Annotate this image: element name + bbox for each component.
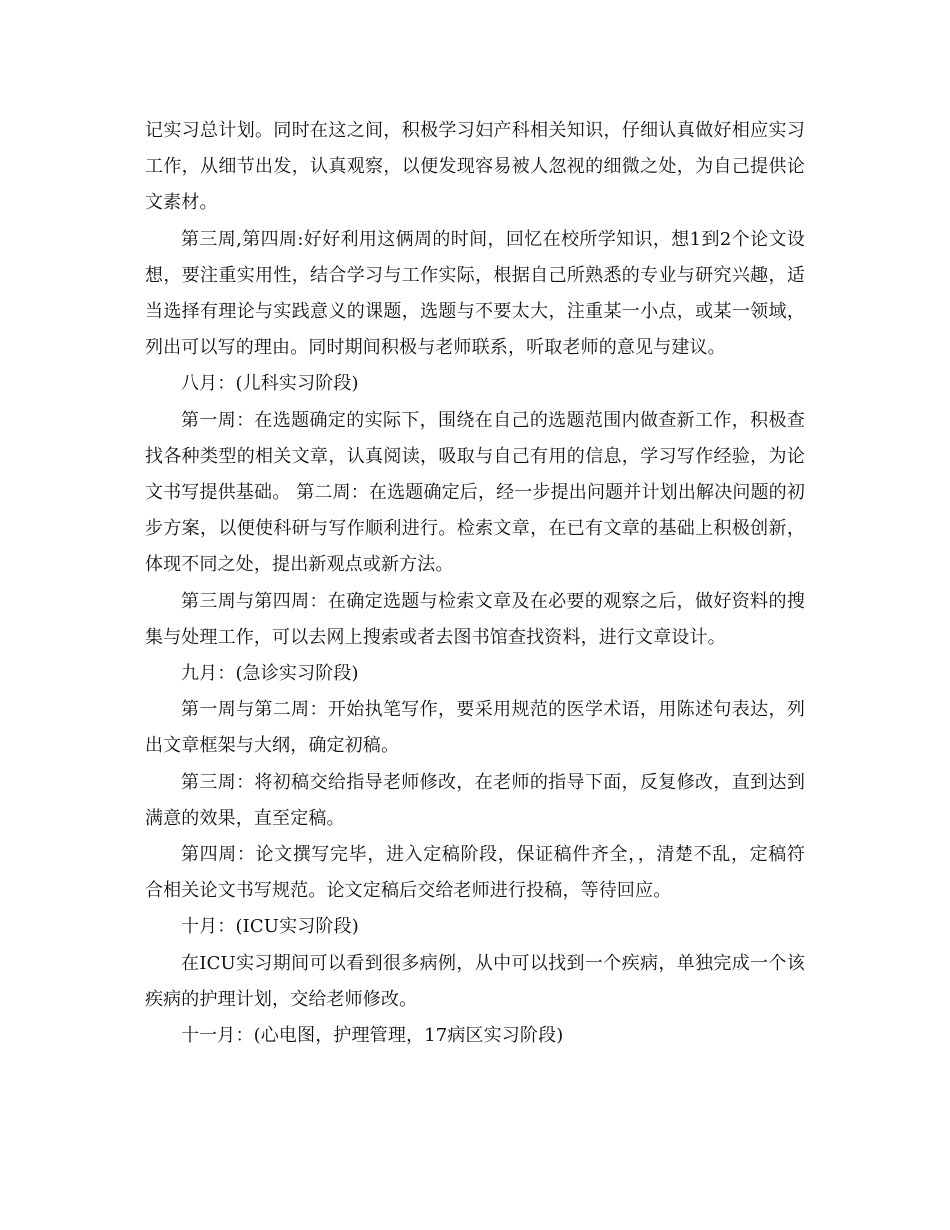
paragraph-weeks-3-4-plan: 第三周,第四周:好好利用这俩周的时间，回忆在校所学知识，想1到2个论文设想，要注重实用性，结合学习与工作实际，根据自己所熟悉的专业与研究兴趣，适当选择有理论与实践意义的课题，选题与不要太大，注重某一小点，或某一领域，列出可以写的理由。同时期间积极与老师联系，听取老师的意见与建议。 bbox=[145, 228, 805, 359]
paragraph-september-week-4: 第四周：论文撰写完毕，进入定稿阶段，保证稿件齐全，，清楚不乱，定稿符合相关论文书写规范。论文定稿后交给老师进行投稿，等待回应。 bbox=[145, 844, 805, 902]
document-body bbox=[145, 113, 805, 1054]
heading-november: 十一月：(心电图，护理管理，17病区实习阶段) bbox=[181, 1025, 564, 1047]
paragraph-august-weeks-1-2: 第一周：在选题确定的实际下，围绕在自己的选题范围内做查新工作，积极查找各种类型的相关文章，认真阅读，吸取与自己有用的信息，学习写作经验，为论文书写提供基础。 第二周：在选题确定后，经一步提出问题并计划出解决问题的初步方案，以便使科研与写作顺利进行。检索文章，在已有文章的基础上积极创新，体现不同之处，提出新观点或新方法。 bbox=[145, 409, 805, 576]
heading-august-pediatrics: 八月：(儿科实习阶段) bbox=[181, 373, 359, 395]
paragraph-september-weeks-1-2: 第一周与第二周：开始执笔写作，要采用规范的医学术语，用陈述句表达，列出文章框架与大纲，确定初稿。 bbox=[145, 699, 805, 757]
paragraph-continuation: 记实习总计划。同时在这之间，积极学习妇产科相关知识，仔细认真做好相应实习工作，从细节出发，认真观察，以便发现容易被人忽视的细微之处，为自己提供论文素材。 bbox=[145, 120, 805, 214]
paragraph-august-weeks-3-4: 第三周与第四周：在确定选题与检索文章及在必要的观察之后，做好资料的搜集与处理工作，可以去网上搜索或者去图书馆查找资料，进行文章设计。 bbox=[145, 590, 805, 648]
paragraph-september-week-3: 第三周：将初稿交给指导老师修改，在老师的指导下面，反复修改，直到达到满意的效果，直至定稿。 bbox=[145, 771, 805, 829]
heading-october-icu: 十月：(ICU实习阶段) bbox=[181, 916, 359, 938]
heading-september-emergency: 九月：(急诊实习阶段) bbox=[181, 663, 359, 685]
paragraph-october-icu: 在ICU实习期间可以看到很多病例，从中可以找到一个疾病，单独完成一个该疾病的护理计划，交给老师修改。 bbox=[145, 952, 805, 1010]
